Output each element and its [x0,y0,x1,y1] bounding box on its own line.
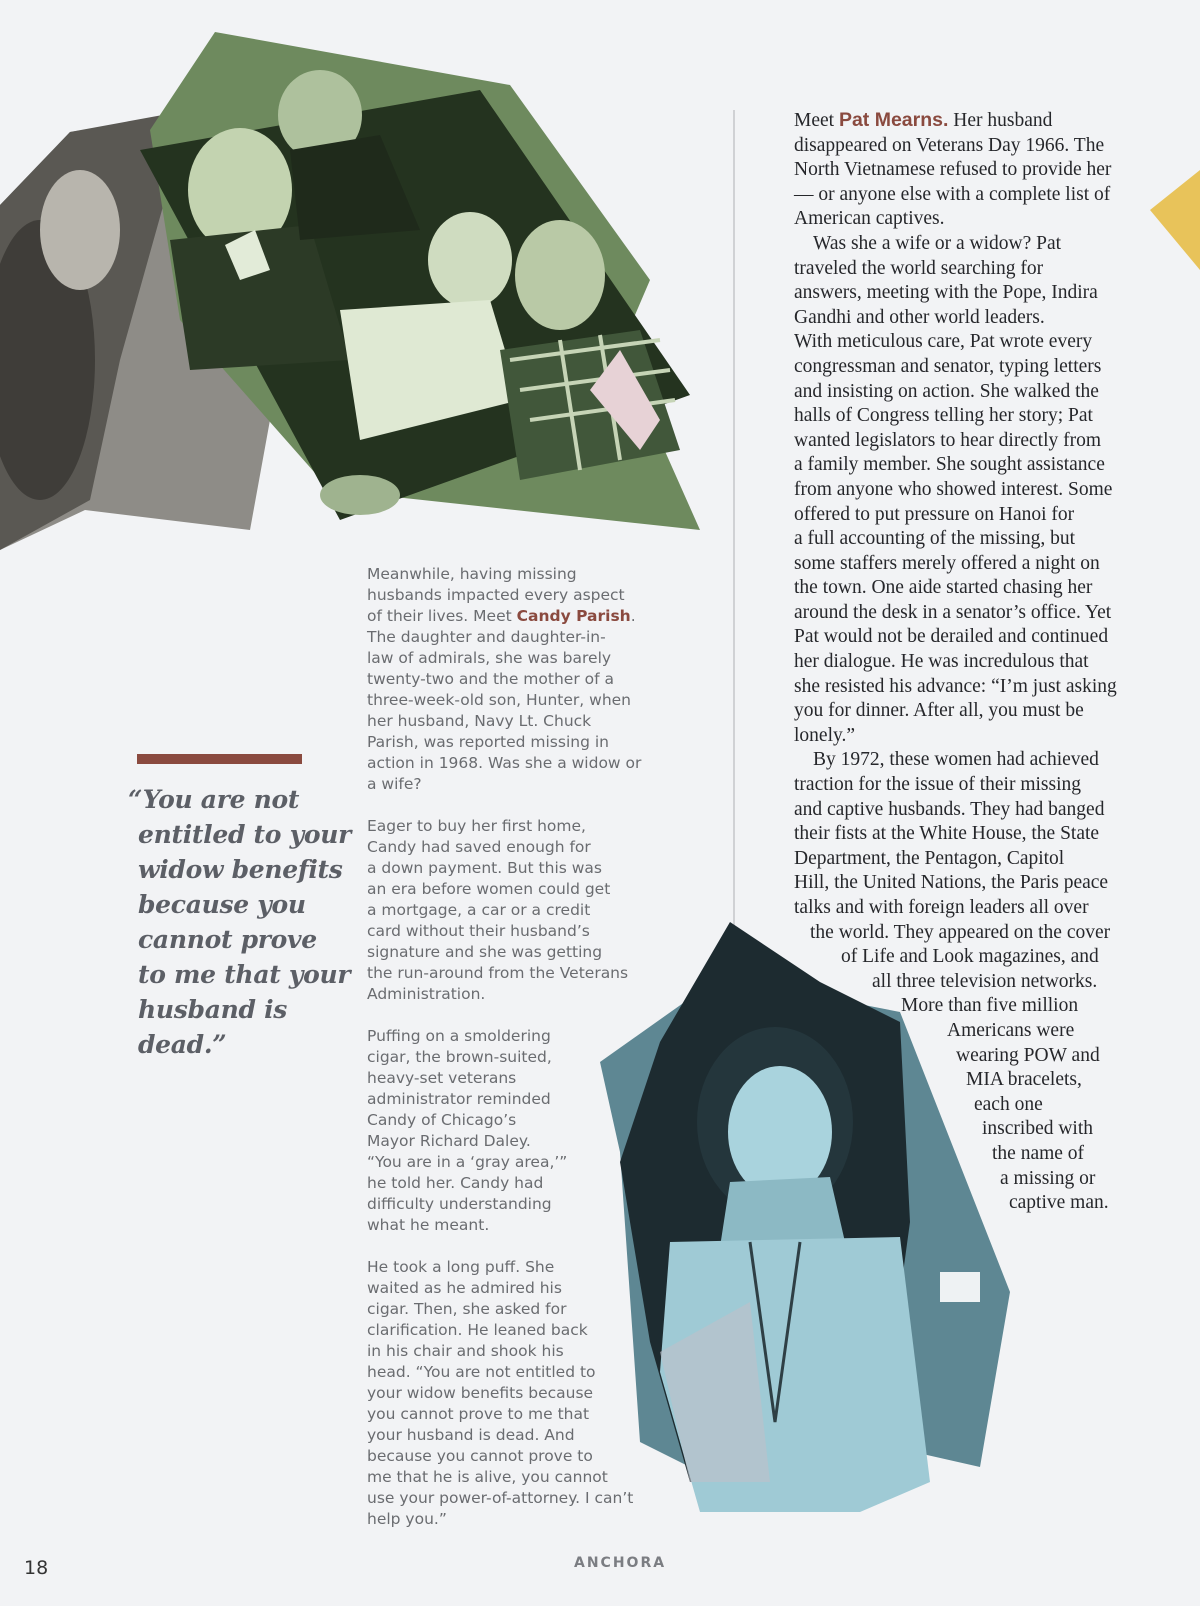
text-line: cigar. Then, she asked for [367,1300,567,1318]
text-line: around the desk in a senator’s office. Yet [794,601,1112,623]
pull-quote-line: husband is [138,995,288,1024]
text-line: signature and she was getting [367,943,603,961]
text-line: her dialogue. He was incredulous that [794,651,1089,673]
text-line: three-week-old son, Hunter, when [367,691,631,709]
text-line: action in 1968. Was she a widow or [367,754,642,772]
text-line: your husband is dead. And [367,1426,575,1444]
text-fragment: Her husband [948,110,1053,131]
text-line: Mayor Richard Daley. [367,1132,531,1150]
text-line: me that he is alive, you cannot [367,1468,608,1486]
text-line: you cannot prove to me that [367,1405,590,1423]
text-line: Gandhi and other world leaders. [794,306,1045,328]
text-line: Department, the Pentagon, Capitol [794,847,1065,869]
text-line: the name of [992,1142,1085,1164]
text-line: a family member. She sought assistance [794,454,1105,476]
text-line: and captive husbands. They had banged [794,798,1105,820]
text-line: cigar, the brown-suited, [367,1048,552,1066]
paragraph-candy-intro [367,564,667,795]
text-line: More than five million [901,995,1079,1017]
text-line: American captives. [794,208,945,230]
text-line: what he meant. [367,1216,490,1234]
text-line: twenty-two and the mother of a [367,670,614,688]
text-line: from anyone who showed interest. Some [794,478,1113,500]
text-line: administrator reminded [367,1090,551,1108]
text-line: North Vietnamese refused to provide her [794,159,1112,181]
highlighted-name-candy-parish: Candy Parish [516,607,631,625]
text-line: use your power-of-attorney. I can’t [367,1489,634,1507]
text-line: waited as he admired his [367,1279,562,1297]
text-line: By 1972, these women had achieved [813,749,1099,771]
text-line: their fists at the White House, the State [794,823,1100,845]
text-line [794,108,1114,134]
pull-quote-line: dead.” [138,1030,227,1059]
pull-quote [128,782,351,1062]
text-line: Americans were [947,1019,1075,1041]
text-line: offered to put pressure on Hanoi for [794,503,1075,525]
text-line: wanted legislators to hear directly from [794,429,1102,451]
text-line: inscribed with [982,1118,1094,1140]
text-line: all three television networks. [872,970,1098,992]
text-line: talks and with foreign leaders all over [794,897,1089,918]
column-divider [733,110,735,940]
text-line: he told her. Candy had [367,1174,544,1192]
pull-quote-rule [137,754,302,764]
text-line: the world. They appeared on the cover [810,921,1111,943]
text-line: a down payment. But this was [367,859,602,877]
text-line: answers, meeting with the Pope, Indira [794,282,1098,304]
text-line: husbands impacted every aspect [367,586,625,604]
highlighted-name-pat-mearns: Pat Mearns. [838,109,949,131]
text-line: the run-around from the Veterans [367,964,629,982]
text-line: Pat would not be derailed and continued [794,626,1109,648]
publication-name: ANCHORA [574,1555,667,1571]
right-article-column [794,108,1117,1216]
pull-quote-line: cannot prove [138,925,317,954]
text-line: the town. One aide started chasing her [794,577,1093,599]
text-line: law of admirals, she was barely [367,649,612,667]
text-line: your widow benefits because [367,1384,594,1402]
text-line: disappeared on Veterans Day 1966. The [794,134,1105,156]
text-fragment: of their lives. Meet [367,607,517,625]
text-line: Puffing on a smoldering [367,1027,551,1045]
text-line: halls of Congress telling her story; Pat [794,405,1093,427]
text-fragment: Meet [794,110,839,131]
text-line: in his chair and shook his [367,1342,564,1360]
pull-quote-line: “You are not [128,785,300,814]
text-line: — or anyone else with a complete list of [794,183,1111,205]
text-line: traveled the world searching for [794,257,1044,279]
text-line: Meanwhile, having missing [367,565,577,583]
text-line: some staffers merely offered a night on [794,552,1100,574]
pull-quote-line: because you [138,890,306,919]
page-number: 18 [24,1557,49,1579]
text-line: The daughter and daughter-in- [367,628,606,646]
pull-quote-line: entitled to your [138,820,351,849]
text-line: Eager to buy her first home, [367,817,586,835]
text-line: and insisting on action. She walked the [794,380,1099,402]
text-line: because you cannot prove to [367,1447,593,1465]
pull-quote-line: to me that your [138,960,351,989]
text-line: of Life and Look magazines, and [841,946,1099,968]
pull-quote-line: widow benefits [138,855,343,884]
text-line: lonely.” [794,724,856,746]
text-line: card without their husband’s [367,922,590,940]
text-line: MIA bracelets, [966,1069,1082,1091]
family-photo-collage [0,30,700,570]
text-line: congressman and senator, typing letters [794,355,1102,377]
text-line: an era before women could get [367,880,611,898]
text-line: traction for the issue of their missing [794,774,1082,796]
text-line: help you.” [367,1510,447,1528]
text-line: “You are in a ‘gray area,’” [367,1153,568,1171]
text-line: Candy had saved enough for [367,838,591,856]
text-line: captive man. [1009,1192,1109,1214]
text-line: head. “You are not entitled to [367,1363,596,1381]
text-fragment: . [630,607,636,625]
text-line [367,606,667,627]
text-line: her husband, Navy Lt. Chuck [367,712,592,730]
text-line: Candy of Chicago’s [367,1111,517,1129]
text-line: difficulty understanding [367,1195,552,1213]
text-line: you for dinner. After all, you must be [794,700,1084,722]
text-line: Was she a wife or a widow? Pat [813,232,1062,254]
yellow-corner-accent [1150,170,1200,310]
text-line: heavy-set veterans [367,1069,517,1087]
text-line: Hill, the United Nations, the Paris peace [794,872,1109,894]
text-line: she resisted his advance: “I’m just asking [794,675,1117,697]
text-line: With meticulous care, Pat wrote every [794,331,1093,353]
text-line: a wife? [367,775,422,793]
text-line: Parish, was reported missing in [367,733,609,751]
text-line: wearing POW and [956,1044,1100,1066]
text-line: a full accounting of the missing, but [794,528,1076,550]
text-line: Administration. [367,985,486,1003]
text-line: a missing or [1000,1167,1096,1189]
text-line: a mortgage, a car or a credit [367,901,591,919]
text-line: each one [974,1093,1043,1115]
text-line: clarification. He leaned back [367,1321,588,1339]
text-line: He took a long puff. She [367,1258,555,1276]
